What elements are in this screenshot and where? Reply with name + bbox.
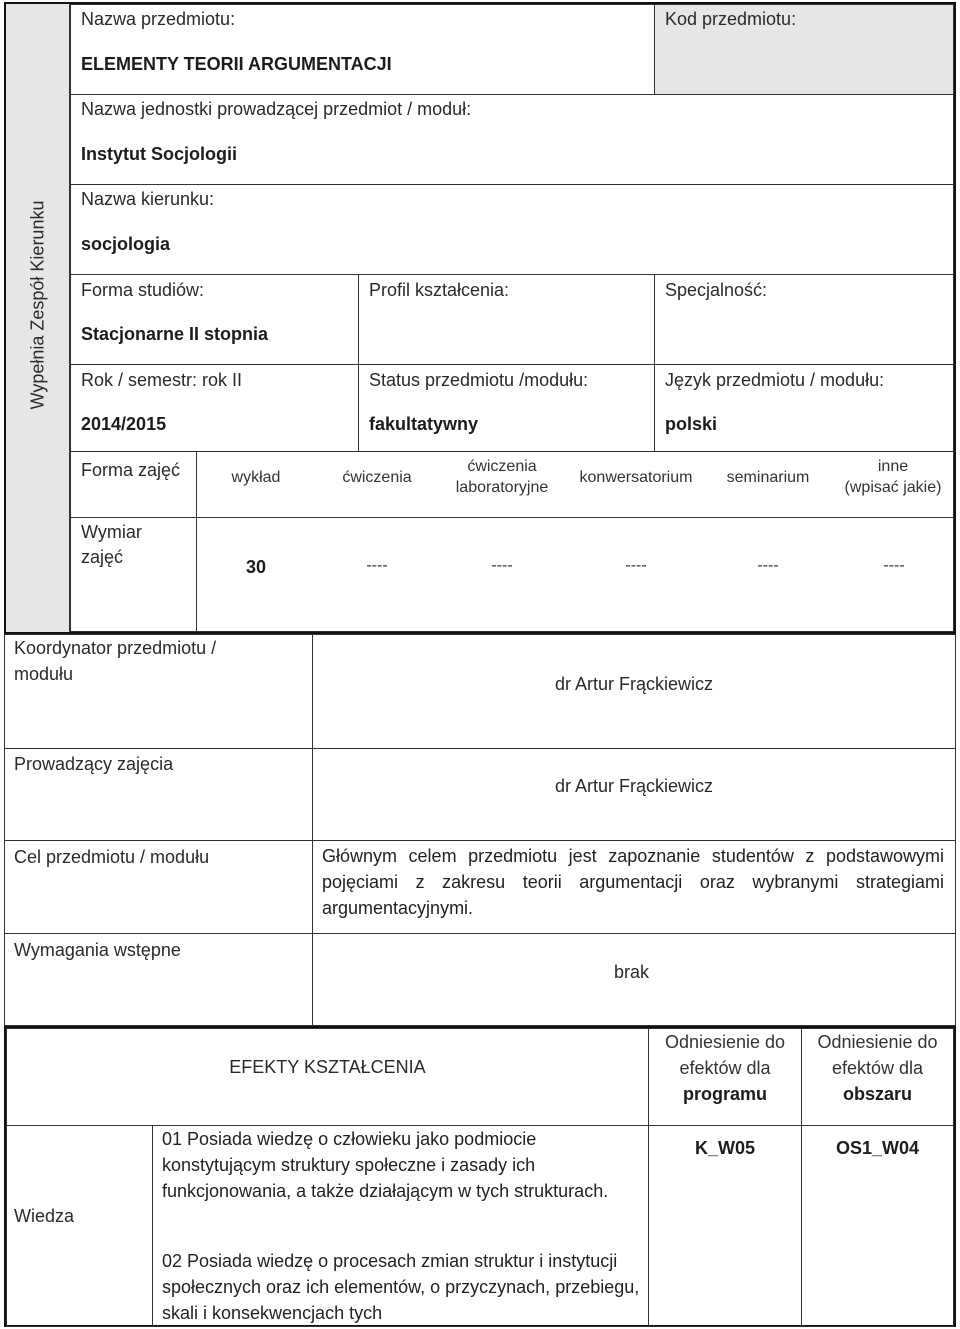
field-value: socjologia [81, 234, 171, 254]
ref-area-line2: efektów dla [831, 1058, 924, 1078]
type-exercises: ćwiczenia [342, 469, 412, 486]
type-lab-line2: laboratoryjne [455, 479, 549, 496]
year-label: Rok / semestr: rok II [81, 370, 243, 390]
effect-item-2: 02 Posiada wiedzę o procesach zmian struktur i instytucji społecznych oraz ich elementów, o przyczynach, przebiegu, skali i konsekwencjach tych [162, 1251, 640, 1323]
teacher-value: dr Artur Frąckiewicz [554, 776, 714, 796]
unit-label: Nazwa jednostki prowadzącej przedmiot / moduł: [81, 99, 472, 119]
goal-value: Głównym celem przedmiotu jest zapoznanie studentów z podstawowymi pojęciami z zakresu teorii argumentacji oraz wybranymi strategiami argumentacyjnymi. [322, 846, 944, 918]
subject-label: Nazwa przedmiotu: [81, 9, 236, 29]
effect-item-1: 01 Posiada wiedzę o człowieku jako podmiocie konstytującym struktury społeczne i zasady ich funkcjonowania, a także działającym w tych strukturach. [162, 1129, 609, 1201]
category-label: Wiedza [14, 1206, 75, 1226]
side-label: Wypełnia Zespół Kierunku [27, 200, 48, 410]
field-label: Nazwa kierunku: [81, 189, 215, 209]
type-other-line2: (wpisać jakie) [844, 479, 942, 496]
hours-values-cell [196, 517, 954, 632]
language-label: Język przedmiotu / modułu: [665, 370, 885, 390]
status-label: Status przedmiotu /modułu: [369, 370, 589, 390]
coordinator-label-line1: Koordynator przedmiotu / [14, 638, 217, 658]
coordinator-label-line2: modułu [14, 664, 74, 684]
type-other-line1: inne [877, 458, 909, 475]
effect-1-area: OS1_W04 [835, 1138, 920, 1158]
subject-value: ELEMENTY TEORII ARGUMENTACJI [81, 54, 392, 74]
year-value: 2014/2015 [81, 414, 167, 434]
hours-lecture: 30 [245, 557, 267, 577]
coordinator-value: dr Artur Frąckiewicz [554, 674, 714, 694]
language-value: polski [665, 414, 718, 434]
class-form-label: Forma zajęć [81, 460, 181, 480]
requirements-value: brak [614, 962, 650, 982]
effect-1-program: K_W05 [694, 1138, 756, 1158]
hours-lab: ---- [491, 557, 513, 574]
type-lab-line1: ćwiczenia [467, 458, 537, 475]
hours-other: ---- [883, 557, 905, 574]
requirements-label: Wymagania wstępne [14, 940, 181, 960]
profile-label: Profil kształcenia: [369, 280, 510, 300]
type-lecture: wykład [231, 469, 281, 486]
hours-label-line2: zajęć [81, 547, 124, 567]
ref-area-line3: obszaru [842, 1084, 912, 1104]
unit-value: Instytut Socjologii [81, 144, 237, 164]
status-value: fakultatywny [369, 414, 479, 434]
hours-exercises: ---- [366, 557, 388, 574]
ref-program-line3: programu [682, 1084, 767, 1104]
goal-label: Cel przedmiotu / modułu [14, 847, 210, 867]
specialty-label: Specjalność: [665, 280, 768, 300]
ref-area-line1: Odniesienie do [817, 1032, 938, 1052]
study-form-label: Forma studiów: [81, 280, 205, 300]
type-conversatory: konwersatorium [579, 469, 693, 486]
hours-label-line1: Wymiar [81, 522, 142, 542]
study-form-value: Stacjonarne II stopnia [81, 324, 269, 344]
ref-program-line1: Odniesienie do [664, 1032, 786, 1052]
effects-header: EFEKTY KSZTAŁCENIA [229, 1057, 426, 1077]
hours-conversatory: ---- [625, 557, 647, 574]
type-seminar: seminarium [726, 469, 810, 486]
ref-program-line2: efektów dla [679, 1058, 771, 1078]
code-label: Kod przedmiotu: [665, 9, 797, 29]
teacher-label: Prowadzący zajęcia [14, 754, 174, 774]
hours-seminar: ---- [757, 557, 779, 574]
